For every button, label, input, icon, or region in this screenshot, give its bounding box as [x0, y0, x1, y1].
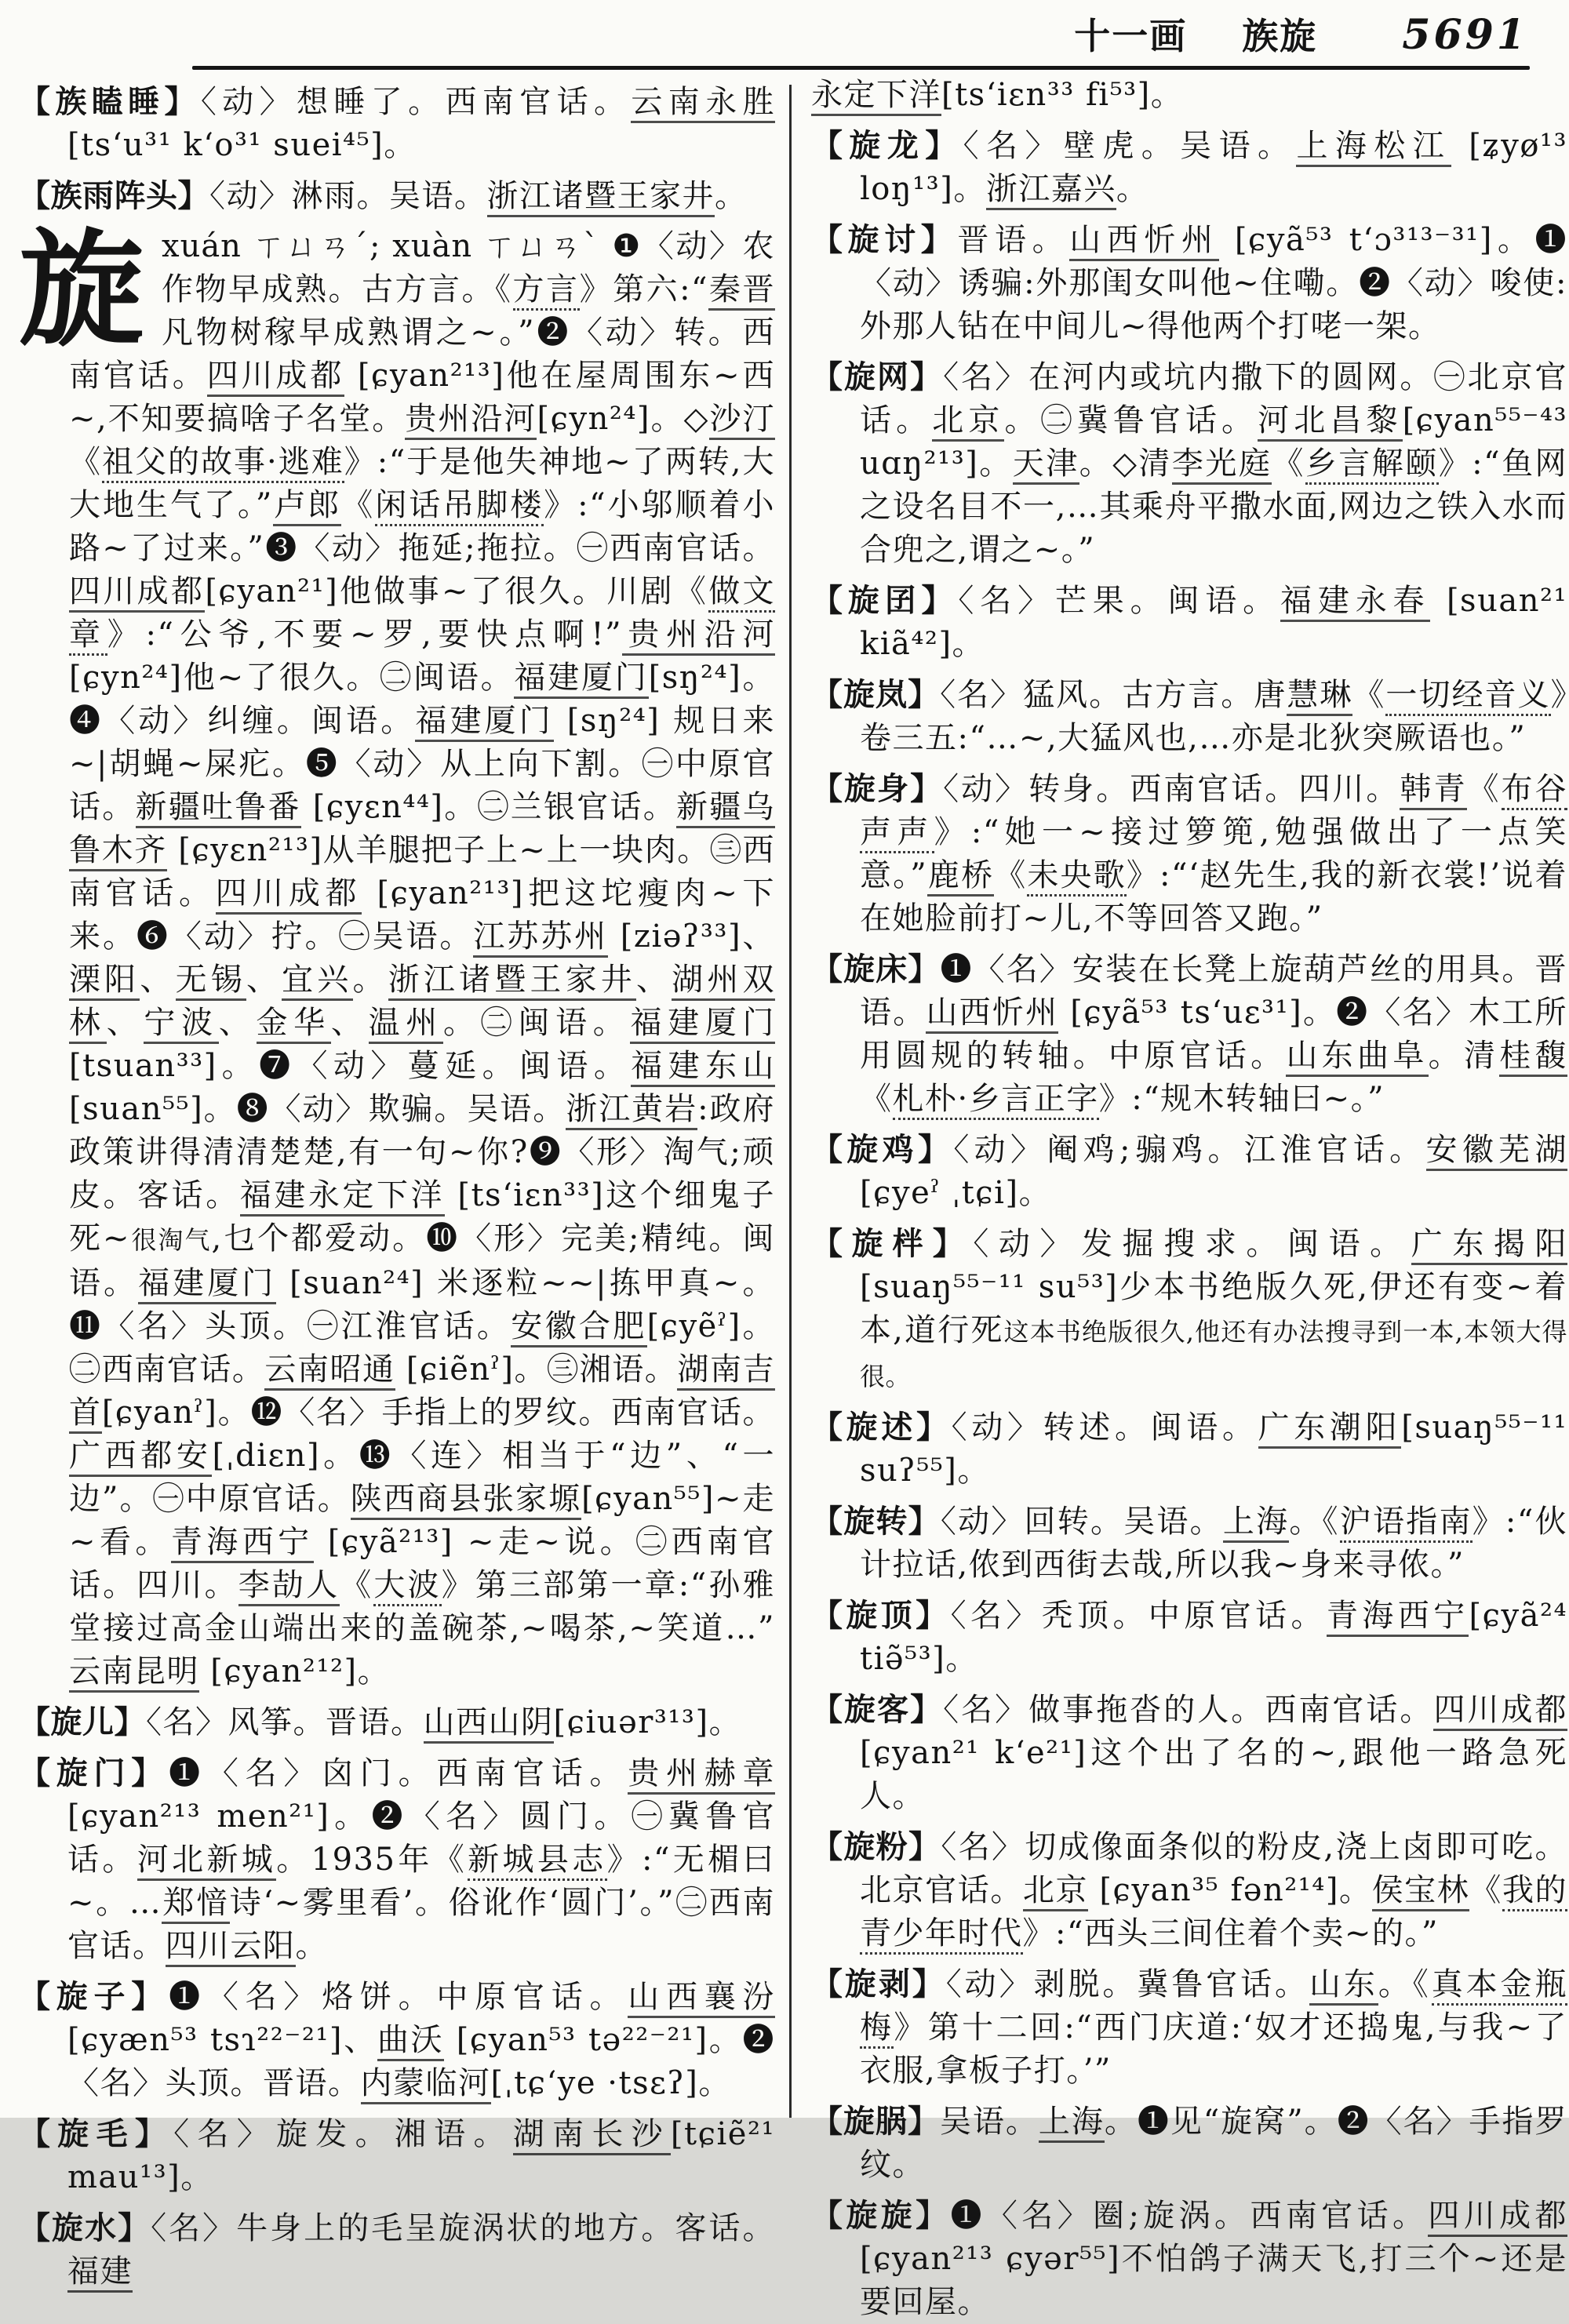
- book-title: 大波: [373, 1567, 441, 1606]
- dict-entry: [19, 1975, 775, 2105]
- dict-entry: [19, 80, 775, 167]
- proper-noun: 安徽芜湖: [1426, 1132, 1568, 1171]
- dict-entry: [811, 1406, 1567, 1493]
- proper-noun: 郑愔: [162, 1885, 229, 1924]
- book-title: 一切经音义: [1385, 677, 1550, 716]
- proper-noun: 金华: [257, 1005, 331, 1044]
- proper-noun: 山东: [1309, 1966, 1378, 2006]
- proper-noun: 上海: [1223, 1504, 1289, 1543]
- proper-noun: 山西襄汾: [628, 1979, 775, 2018]
- proper-noun: 浙江诸暨王家井: [487, 178, 715, 217]
- proper-noun: 内蒙临河: [361, 2065, 491, 2104]
- book-title: 闲话吊脚楼: [375, 487, 544, 526]
- running-head: [0, 8, 1528, 60]
- entry-headword: 【旋毛】: [19, 2115, 174, 2152]
- proper-noun: 福建永春: [1280, 583, 1430, 622]
- entry-body: 〈名〉壁虎。吴语。上海松江 [ʑyø¹³ loŋ¹³]。浙江嘉兴。: [860, 128, 1567, 210]
- entry-body: 〈动〉发掘搜求。闽语。广东揭阳 [suaŋ⁵⁵⁻¹¹ su⁵³]少本书绝版久死,伊还有变~着本,道行死这本书绝版很久,他还有办法搜寻到一本,本领大得很。: [860, 1226, 1568, 1391]
- entry-headword: 【旋粉】: [811, 1828, 941, 1865]
- entry-body: 〈动〉转述。闽语。广东潮阳[suaŋ⁵⁵⁻¹¹ suʔ⁵⁵]。: [860, 1409, 1568, 1489]
- dict-entry: [811, 1688, 1567, 1818]
- proper-noun: 曲沃: [377, 2022, 444, 2061]
- dict-entry: [811, 1500, 1567, 1587]
- dict-entry: [811, 355, 1567, 572]
- book-title: 札朴·乡言正字: [893, 1081, 1099, 1120]
- dict-entry: [19, 1751, 775, 1968]
- proper-noun: 四川成都: [1433, 1692, 1567, 1731]
- entry-body: 〈名〉牛身上的毛呈旋涡状的地方。客话。福建: [67, 2210, 775, 2293]
- entry-body: ❶〈名〉圈;旋涡。西南官话。四川成都[ɕyan²¹³ ɕyər⁵⁵]不怕鸽子满天飞,打三个~还是要回屋。: [860, 2198, 1568, 2320]
- header-rule: [192, 66, 1530, 70]
- proper-noun: 韩青: [1400, 771, 1467, 810]
- proper-noun: 广东揭阳: [1411, 1226, 1567, 1265]
- entry-headword: 【旋水】: [19, 2209, 151, 2246]
- entry-headword: 【旋顶】: [811, 1597, 951, 1634]
- entry-body: 〈名〉旋发。湘语。湖南长沙[tɕiẽ²¹ mau¹³]。: [67, 2116, 776, 2195]
- dict-entry: [811, 1222, 1567, 1398]
- book-title: 布谷声声: [860, 771, 1567, 853]
- entry-body: 吴语。上海。❶见“旋窝”。❷〈名〉手指罗纹。: [860, 2104, 1568, 2183]
- dict-entry: [811, 2100, 1567, 2187]
- proper-noun: 浙江黄岩: [566, 1091, 697, 1130]
- proper-noun: 山东曲阜: [1286, 1038, 1428, 1077]
- entry-headword: 【旋客】: [811, 1691, 944, 1728]
- dict-entry: [811, 124, 1567, 211]
- entry-headword: 【旋鸡】: [811, 1131, 954, 1168]
- entry-body: 永定下洋[ts‘iɛn³³ fi⁵³]。: [811, 77, 1183, 116]
- entry-body: 〈名〉猛风。古方言。唐慧琳《一切经音义》卷三五:“…~,大猛风也,…亦是北狄突厥语也。”: [860, 677, 1568, 756]
- dict-entry: [19, 2206, 775, 2293]
- entry-body: ❶〈动〉农作物早成熟。古方言。《方言》第六:“秦晋凡物树稼早成熟谓之~。”❷〈动〉转。西南官话。四川成都 [ɕyan²¹³]他在屋周围东~西~,不知要搞啥子名堂。贵州沿河[ɕyn²⁴]。◇沙汀《祖父的故事·逃难》:“于是他失神地~了两转,大大地生气了。”卢郎《闲话吊脚楼》:“小邬顺着小路~了过来。”❸〈动〉拖延;拖拉。㊀西南官话。四川成都[ɕyan²¹]他做事~了很久。川剧《做文章》:“公爷,不要~罗,要快点啊!”贵州沿河 [ɕyn²⁴]他~了很久。㊁闽语。福建厦门[sŋ²⁴]。❹〈动〉纠缠。闽语。福建厦门 [sŋ²⁴] 规日来~|胡蝇~屎疕。❺〈动〉从上向下割。㊀中原官话。新疆吐鲁番 [ɕyɛn⁴⁴]。㊁兰银官话。新疆乌鲁木齐 [ɕyɛn²¹³]从羊腿把子上~上一块肉。㊂西南官话。四川成都 [ɕyan²¹³]把这坨瘦肉~下来。❻〈动〉拧。㊀吴语。江苏苏州 [ziəʔ³³]、溧阳、无锡、宜兴。浙江诸暨王家井、湖州双林、宁波、金华、温州。㊁闽语。福建厦门 [tsuan³³]。❼〈动〉蔓延。闽语。福建东山[suan⁵⁵]。❽〈动〉欺骗。吴语。浙江黄岩:政府政策讲得清清楚楚,有一句~你?❾〈形〉淘气;顽皮。客话。福建永定下洋 [ts‘iɛn³³]这个细鬼子死~很淘气,乜个都爱动。❿〈形〉完美;精纯。闽语。福建厦门 [suan²⁴] 米逐粒~~|拣甲真~。⓫〈名〉头顶。㊀江淮官话。安徽合肥[ɕyẽˀ]。㊁西南官话。云南昭通 [ɕiẽnˀ]。㊂湘语。湖南吉首[ɕyanˀ]。⓬〈名〉手指上的罗纹。西南官话。广西都安[ˌdiɛn]。⓭〈连〉相当于“边”、“一边”。㊀中原官话。陕西商县张家塬[ɕyan⁵⁵]~走~看。青海西宁 [ɕyã²¹³] ~走~说。㊁西南官话。四川。李劼人《大波》第三部第一章:“孙雅堂接过高金山端出来的盖碗茶,~喝茶,~笑道…” 云南昆明 [ɕyan²¹²]。: [69, 228, 775, 1689]
- proper-noun: 温州: [369, 1005, 443, 1044]
- book-title: 祖父的故事·逃难: [102, 444, 344, 483]
- proper-noun: 云南永胜: [631, 84, 775, 123]
- gloss-small-text: 这本书绝版很久,他还有办法搜寻到一本,本领大得很。: [860, 1317, 1567, 1391]
- proper-noun: 山西忻州: [1069, 222, 1218, 261]
- proper-noun: 河北昌黎: [1258, 402, 1402, 442]
- proper-noun: 湖南吉首: [69, 1351, 775, 1434]
- entry-body: 〈名〉芒果。闽语。福建永春 [suan²¹ kiã⁴²]。: [860, 583, 1568, 662]
- entry-body: 〈动〉淋雨。吴语。浙江诸暨王家井。: [209, 178, 748, 217]
- proper-noun: 贵州赫章: [628, 1755, 775, 1795]
- proper-noun: 广西都安: [69, 1438, 212, 1477]
- entry-headword: 【旋剥】: [811, 1966, 946, 2002]
- entry-body: ❶〈名〉囟门。西南官话。贵州赫章 [ɕyan²¹³ men²¹]。❷〈名〉圆门。㊀冀鲁官话。河北新城。1935年《新城县志》:“无楣曰~。…郑愔诗‘~雾里看’。俗讹作‘圆门’。”㊁西南官话。四川云阳。: [67, 1755, 775, 1967]
- gloss-small-text: 很淘气: [130, 1225, 212, 1255]
- dict-entry: [811, 947, 1567, 1121]
- proper-noun: 北京: [1023, 1872, 1088, 1911]
- entry-body: 〈动〉想睡了。西南官话。云南永胜[ts‘u³¹ k‘o³¹ suei⁴⁵]。: [67, 84, 775, 163]
- column-divider: [789, 85, 792, 2118]
- proper-noun: 浙江诸暨王家井: [388, 962, 636, 1001]
- proper-noun: 北京: [932, 402, 1004, 442]
- proper-noun: 安徽合肥: [511, 1308, 646, 1347]
- entry-headword: 【旋岚】: [811, 676, 941, 713]
- proper-noun: 新疆吐鲁番: [136, 789, 301, 828]
- proper-noun: 鹿桥: [927, 857, 994, 897]
- proper-noun: 四川成都: [216, 875, 362, 915]
- dict-entry: [811, 1594, 1567, 1681]
- dict-entry: [811, 1825, 1567, 1955]
- proper-noun: 上海: [1039, 2104, 1105, 2143]
- proper-noun: 李光庭: [1172, 446, 1272, 485]
- proper-noun: 山西山阴: [424, 1704, 554, 1744]
- dict-entry: [19, 216, 776, 1693]
- entry-headword: 【旋柈】: [811, 1225, 974, 1262]
- entry-headword: 【旋脶】: [811, 2103, 940, 2140]
- entry-headword: 【旋身】: [811, 770, 944, 807]
- entry-body: 〈名〉切成像面条似的粉皮,浇上卤即可吃。北京官话。北京 [ɕyan³⁵ fən²¹⁴]。侯宝林《我的青少年时代》:“西头三间住着个卖~的。”: [860, 1829, 1567, 1955]
- book-title: 真本金瓶梅: [860, 1966, 1567, 2049]
- pronunciation: xuán ㄒㄩㄢˊ; xuàn ㄒㄩㄢˋ: [162, 228, 601, 264]
- proper-noun: 新疆乌鲁木齐: [69, 789, 775, 871]
- book-title: 新城县志: [468, 1842, 607, 1881]
- book-title: 做文章: [69, 573, 775, 656]
- entry-headword: 【旋述】: [811, 1409, 952, 1446]
- proper-noun: 青海西宁: [171, 1524, 314, 1563]
- entry-body: 〈名〉在河内或坑内撒下的圆网。㊀北京官话。北京。㊁冀鲁官话。河北昌黎[ɕyan⁵⁵⁻⁴³ uɑŋ²¹³]。天津。◇清李光庭《乡言解颐》:“鱼网之设名目不一,…其乘舟平撒水面,网边之铁入水而合兜之,谓之~。”: [860, 359, 1568, 568]
- book-title: 沪语指南: [1340, 1504, 1473, 1543]
- proper-noun: 四川成都: [207, 358, 345, 397]
- dict-entry: [811, 579, 1567, 666]
- book-title: 乡言解颐: [1305, 446, 1439, 485]
- entry-headword: 【族瞌睡】: [19, 83, 201, 120]
- proper-noun: 福建东山: [631, 1048, 775, 1087]
- proper-noun: 永定下洋: [811, 77, 941, 116]
- proper-noun: 贵州沿河: [405, 401, 537, 440]
- proper-noun: 李劼人: [238, 1567, 340, 1606]
- proper-noun: 广东潮阳: [1258, 1409, 1402, 1449]
- proper-noun: 溧阳: [69, 962, 140, 1001]
- entry-headword: 【旋子】: [19, 1978, 169, 2015]
- page-number: 5691: [1402, 11, 1528, 59]
- dict-entry: [811, 1962, 1567, 2093]
- column-right: [811, 74, 1568, 2320]
- proper-noun: 陕西商县张家塬: [351, 1481, 581, 1520]
- proper-noun: 宜兴: [282, 962, 352, 1001]
- dict-entry: [811, 673, 1567, 760]
- proper-noun: 云南昭通: [264, 1351, 395, 1391]
- entry-headword: 【旋儿】: [19, 1704, 146, 1740]
- proper-noun: 云南昆明: [69, 1653, 199, 1693]
- proper-noun: 山西忻州: [926, 995, 1058, 1034]
- entry-body: 〈名〉风筝。晋语。山西山阴[ɕiuər³¹³]。: [146, 1704, 741, 1744]
- dict-entry: [811, 1128, 1567, 1215]
- entry-body: 晋语。山西忻州 [ɕyã⁵³ t‘ɔ³¹³⁻³¹]。❶〈动〉诱骗:外那闺女叫他~住嘞。❷〈动〉唆使:外那人钻在中间儿~得他两个打咾一架。: [860, 222, 1568, 344]
- proper-noun: 桂馥: [1499, 1038, 1567, 1077]
- proper-noun: 福建厦门: [630, 1005, 775, 1044]
- proper-noun: 河北新城: [137, 1842, 277, 1881]
- entry-body: 〈动〉转身。西南官话。四川。韩青《布谷声声》:“她一~接过箩篼,勉强做出了一点笑意。”鹿桥《未央歌》:“‘赵先生,我的新衣裳!’说着在她脸前打~儿,不等回答又跑。”: [860, 771, 1568, 937]
- proper-noun: 福建厦门: [514, 660, 648, 699]
- stroke-section-label: 十一画: [1074, 15, 1188, 57]
- dict-entry: [19, 2112, 775, 2199]
- proper-noun: 沙汀: [709, 401, 775, 440]
- book-title: 未央歌: [1027, 857, 1126, 897]
- proper-noun: 秦晋: [708, 271, 775, 311]
- book-title: 方言: [513, 271, 580, 311]
- entry-body: 〈动〉阉鸡;骟鸡。江淮官话。安徽芜湖 [ɕyeˀ ˌtɕi]。: [860, 1132, 1568, 1211]
- entry-headword: 【旋床】: [811, 951, 941, 987]
- proper-noun: 福建厦门: [415, 703, 554, 742]
- entry-range-label: 族旋: [1242, 15, 1318, 57]
- proper-noun: 上海松江: [1296, 128, 1451, 167]
- proper-noun: 浙江嘉兴: [986, 171, 1116, 210]
- proper-noun: 天津: [1013, 446, 1079, 485]
- book-title: 我的青少年时代: [860, 1872, 1567, 1955]
- proper-noun: 贵州沿河: [622, 616, 775, 656]
- dict-entry: [811, 218, 1567, 348]
- entry-headword: 【旋门】: [19, 1755, 169, 1791]
- proper-noun: 四川云阳: [166, 1928, 296, 1967]
- entry-body: 〈动〉剥脱。冀鲁官话。山东。《真本金瓶梅》第十二回:“西门庆道:‘奴才还捣鬼,与我~了衣服,拿板子打。’”: [860, 1966, 1568, 2089]
- entry-headword: 【旋囝】: [811, 582, 959, 619]
- proper-noun: 湖州双林: [69, 962, 775, 1044]
- proper-noun: 湖南长沙: [513, 2116, 671, 2155]
- column-left: [19, 80, 776, 2289]
- entry-headword: 【旋讨】: [811, 221, 958, 258]
- entry-headword: 【旋转】: [811, 1503, 941, 1540]
- proper-noun: 卢郎: [273, 487, 341, 526]
- entry-body: ❶〈名〉烙饼。中原官话。山西襄汾 [ɕyæn⁵³ tsɿ²²⁻²¹]、曲沃 [ɕyan⁵³ tə²²⁻²¹]。❷〈名〉头顶。晋语。内蒙临河[ˌtɕ‘ye ·tsɛʔ]。: [67, 1979, 775, 2104]
- proper-noun: 慧琳: [1287, 677, 1352, 716]
- proper-noun: 宁波: [144, 1005, 218, 1044]
- proper-noun: 无锡: [176, 962, 246, 1001]
- proper-noun: 江苏苏州: [473, 918, 608, 958]
- proper-noun: 青海西宁: [1327, 1598, 1469, 1637]
- entry-headword: 【旋网】: [811, 358, 944, 395]
- dict-entry: [811, 2194, 1567, 2324]
- proper-noun: 四川成都: [1428, 2198, 1567, 2237]
- head-character: 旋: [19, 216, 145, 363]
- proper-noun: 侯宝林: [1372, 1872, 1470, 1911]
- entry-continuation: [811, 74, 1567, 117]
- entry-body: ❶〈名〉安装在长凳上旋葫芦丝的用具。晋语。山西忻州 [ɕyã⁵³ ts‘uɛ³¹]。❷〈名〉木工所用圆规的转轴。中原官话。山东曲阜。清桂馥《札朴·乡言正字》:“规木转轴曰~。”: [860, 951, 1567, 1120]
- proper-noun: 福建永定下洋: [240, 1177, 445, 1217]
- entry-headword: 【旋龙】: [811, 127, 963, 164]
- entry-body: 〈动〉回转。吴语。上海。《沪语指南》:“伙计拉话,侬到西街去哉,所以我~身来寻侬。”: [860, 1504, 1568, 1583]
- proper-noun: 福建厦门: [138, 1265, 276, 1304]
- entry-body: 〈名〉做事拖沓的人。西南官话。四川成都[ɕyan²¹ k‘e²¹]这个出了名的~,跟他一路急死人。: [860, 1692, 1568, 1814]
- entry-headword: 【旋旋】: [811, 2197, 951, 2234]
- proper-noun: 福建: [67, 2253, 133, 2293]
- dict-entry: [811, 767, 1567, 940]
- dict-entry: [19, 174, 775, 218]
- dict-entry: [19, 1700, 775, 1744]
- proper-noun: 四川成都: [69, 573, 205, 613]
- entry-headword: 【族雨阵头】: [19, 177, 209, 214]
- entry-body: 〈名〉秃顶。中原官话。青海西宁[ɕyã²⁴ tiə̃⁵³]。: [860, 1598, 1568, 1677]
